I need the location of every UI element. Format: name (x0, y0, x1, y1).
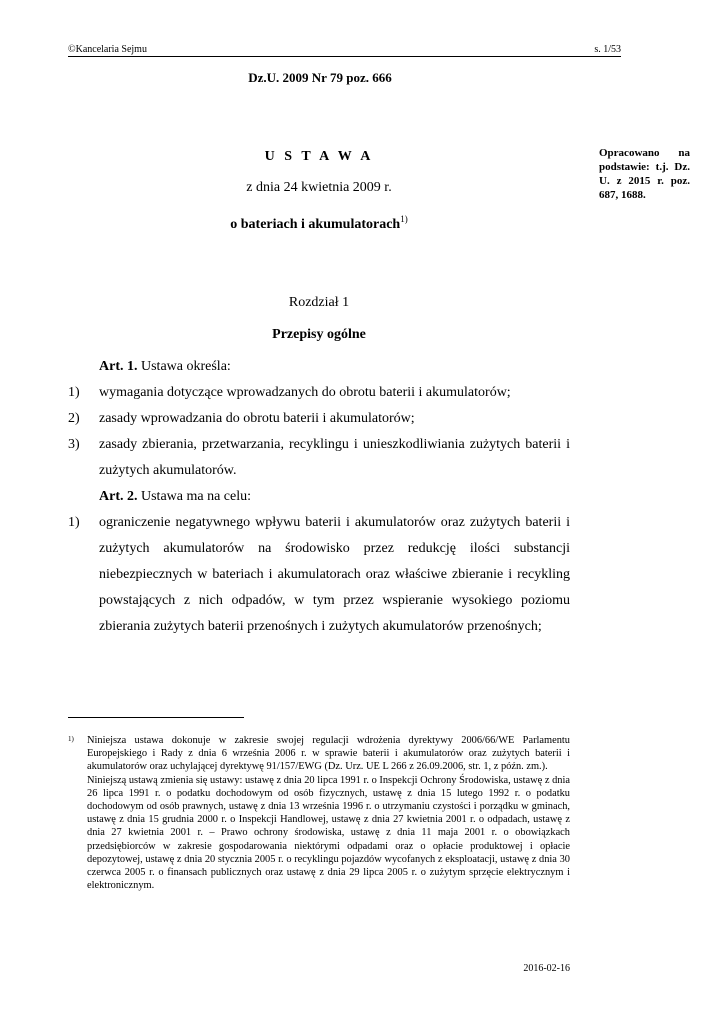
footnote (68, 734, 570, 892)
act-subject (68, 214, 570, 233)
list-item-number: 1) (68, 385, 80, 400)
footnote-paragraph: Niniejsza ustawa dokonuje w zakresie swojej regulacji wdrożenia dyrektywy 2006/66/WE Parlamentu Europejskiego i Rady z dnia 6 września 2006 r. w sprawie baterii i akumulatorów oraz zużytych baterii i akumulatorów oraz uchylającej dyrektywę 91/157/EWG (Dz. Urz. UE L 266 z 26.09.2006, str. 1, z późn. zm.). (87, 735, 570, 773)
footer-date: 2016-02-16 (523, 963, 570, 974)
list-item (68, 380, 570, 406)
list-item (68, 432, 570, 484)
chapter-title: Przepisy ogólne (272, 327, 366, 342)
article-heading (68, 354, 570, 380)
list-item-text: zasady wprowadzania do obrotu baterii i akumulatorów; (99, 411, 415, 426)
act-subject-text: o bateriach i akumulatorach (230, 217, 401, 232)
list-item-text: zasady zbierania, przetwarzania, recyklingu i unieszkodliwiania zużytych baterii i zużytych akumulatorów. (99, 437, 570, 478)
footnote-separator (68, 717, 244, 718)
footnote-paragraph: Niniejszą ustawą zmienia się ustawy: ustawę z dnia 20 lipca 1991 r. o Inspekcji Ochrony Środowiska, ustawę z dnia 26 lipca 1991 r. o podatku dochodowym od osób fizycznych, ustawę z dnia 15 lutego 1992 r. o podatku dochodowym od osób prawnych, ustawę z dnia 13 września 1996 r. o utrzymaniu czystości i porządku w gminach, ustawę z dnia 15 grudnia 2000 r. o Inspekcji Handlowej, ustawę z dnia 27 kwietnia 2001 r. o odpadach, ustawę z dnia 27 kwietnia 2001 r. – Prawo ochrony środowiska, ustawę z dnia 11 maja 2001 r. o obowiązkach przedsiębiorców w zakresie gospodarowania niektórymi odpadami oraz o opłacie produktowej i opłacie depozytowej, ustawę z dnia 20 stycznia 2005 r. o recyklingu pojazdów wycofanych z eksploatacji, ustawę z dnia 30 czerwca 2005 r. o finansach publicznych oraz ustawę z dnia 29 lipca 2005 r. o zużytym sprzęcie elektrycznym i elektronicznym. (87, 774, 570, 892)
list-item-number: 2) (68, 411, 80, 426)
header-divider (68, 56, 621, 57)
list-item-number: 3) (68, 437, 80, 452)
header-page-number: s. 1/53 (594, 44, 621, 55)
article-label: Art. 2. (99, 489, 138, 504)
list-item-number: 1) (68, 515, 80, 530)
list-item (68, 510, 570, 640)
act-title: U S T A W A (264, 149, 374, 164)
consolidation-note: Opracowano na podstawie: t.j. Dz. U. z 2015 r. poz. 687, 1688. (599, 147, 690, 201)
footnote-mark: 1) (68, 735, 74, 743)
footnote-reference: 1) (400, 214, 408, 224)
article-intro: Ustawa określa: (137, 359, 231, 374)
footnote-body (87, 734, 570, 892)
chapter-number: Rozdział 1 (288, 295, 350, 310)
article-intro: Ustawa ma na celu: (137, 489, 252, 504)
article-label: Art. 1. (99, 359, 138, 374)
act-date: z dnia 24 kwietnia 2009 r. (246, 180, 392, 195)
list-item-text: wymagania dotyczące wprowadzanych do obrotu baterii i akumulatorów; (99, 385, 511, 400)
article-heading (68, 484, 570, 510)
list-item-text: ograniczenie negatywnego wpływu baterii i akumulatorów oraz zużytych baterii i zużytych akumulatorów na środowisko przez redukcję ilości substancji niebezpiecznych w bateriach i akumulatorach oraz właściwe zbieranie i recykling powstających z nich odpadów, w tym przez wspieranie wysokiego poziomu zbierania zużytych baterii przenośnych i zużytych akumulatorów przenośnych; (99, 515, 570, 634)
list-item (68, 406, 570, 432)
publication-reference: Dz.U. 2009 Nr 79 poz. 666 (248, 70, 392, 85)
article-1 (68, 354, 570, 484)
header-publisher: ©Kancelaria Sejmu (68, 44, 147, 55)
article-2 (68, 484, 570, 640)
